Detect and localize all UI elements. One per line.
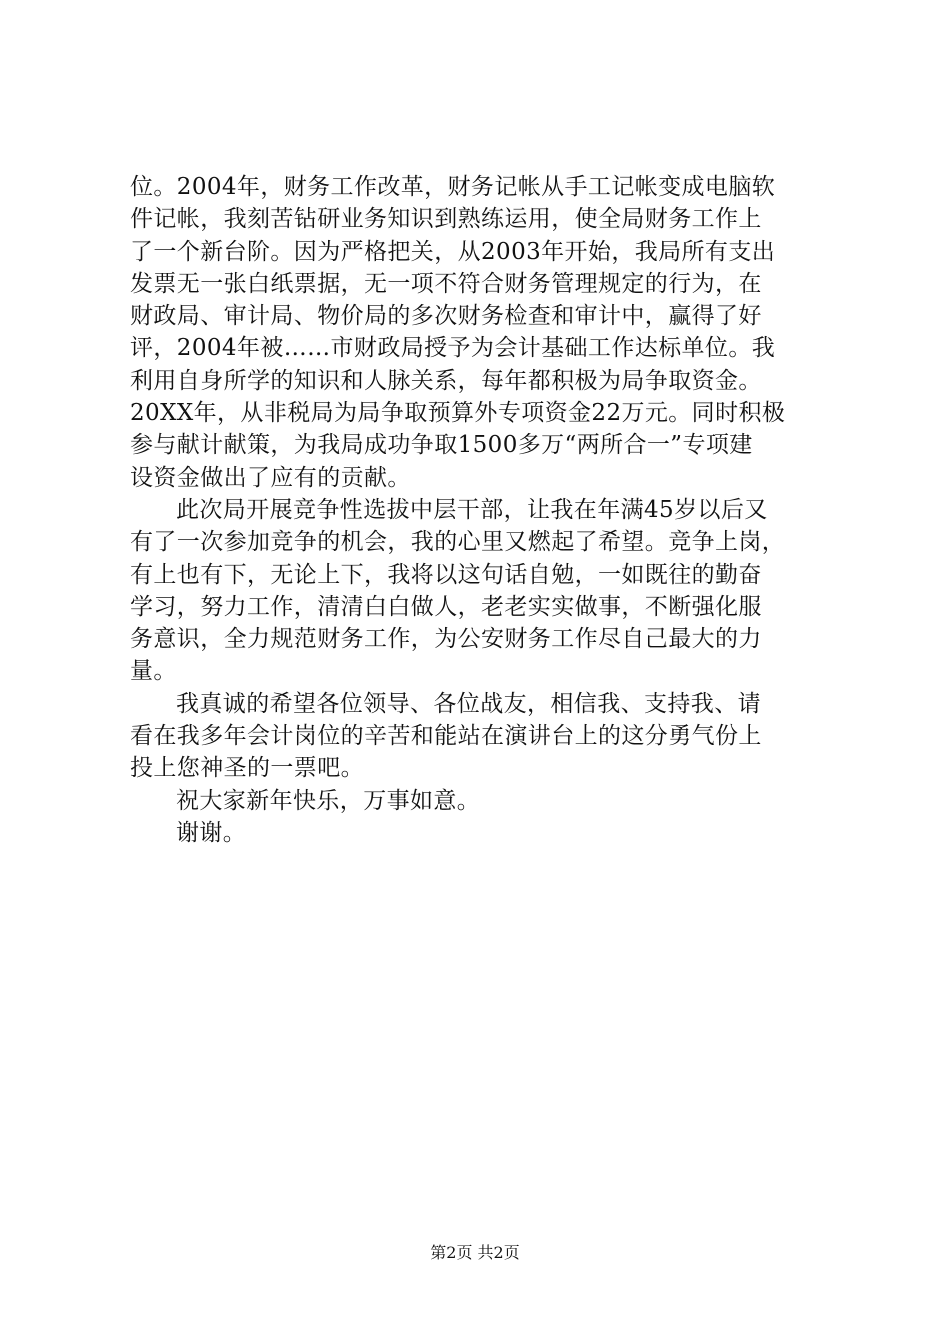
text-line: 参与献计献策，为我局成功争取1500多万“两所合一”专项建: [130, 432, 753, 459]
text-line: 务意识，全力规范财务工作，为公安财务工作尽自己最大的力: [130, 626, 762, 653]
text-line: 量。: [130, 658, 177, 685]
text-line: 投上您神圣的一票吧。: [130, 755, 364, 782]
text-line: 有上也有下，无论上下，我将以这句话自勉，一如既往的勤奋: [130, 561, 762, 588]
text-line: 设资金做出了应有的贡献。: [130, 464, 411, 491]
closing-line: 谢谢。: [176, 819, 247, 846]
text-line: 利用自身所学的知识和人脉关系，每年都积极为局争取资金。: [130, 367, 762, 394]
text-line: 20XX年，从非税局为局争取预算外专项资金22万元。同时积极: [130, 400, 786, 427]
text-line: 有了一次参加竞争的机会，我的心里又燃起了希望。竞争上岗，: [130, 529, 786, 556]
text-line: 评，2004年被……市财政局授予为会计基础工作达标单位。我: [130, 335, 776, 362]
paragraph-start-line: 我真诚的希望各位领导、各位战友，相信我、支持我、请: [176, 690, 761, 717]
paragraph-start-line: 此次局开展竞争性选拔中层干部，让我在年满45岁以后又: [176, 496, 768, 523]
text-line: 件记帐，我刻苦钻研业务知识到熟练运用，使全局财务工作上: [130, 206, 762, 233]
text-line: 发票无一张白纸票据，无一项不符合财务管理规定的行为，在: [130, 270, 762, 297]
text-line: 看在我多年会计岗位的辛苦和能站在演讲台上的这分勇气份上: [130, 723, 762, 750]
page-footer: 第2页 共2页: [430, 1243, 520, 1262]
text-line: 位。2004年，财务工作改革，财务记帐从手工记帐变成电脑软: [130, 174, 776, 200]
text-line: 了一个新台阶。因为严格把关，从2003年开始，我局所有支出: [130, 238, 776, 265]
text-line: 学习，努力工作，清清白白做人，老老实实做事，不断强化服: [130, 593, 762, 620]
text-line: 财政局、审计局、物价局的多次财务检查和审计中，赢得了好: [130, 303, 762, 330]
greeting-line: 祝大家新年快乐，万事如意。: [176, 787, 481, 814]
document-body: [130, 171, 850, 849]
